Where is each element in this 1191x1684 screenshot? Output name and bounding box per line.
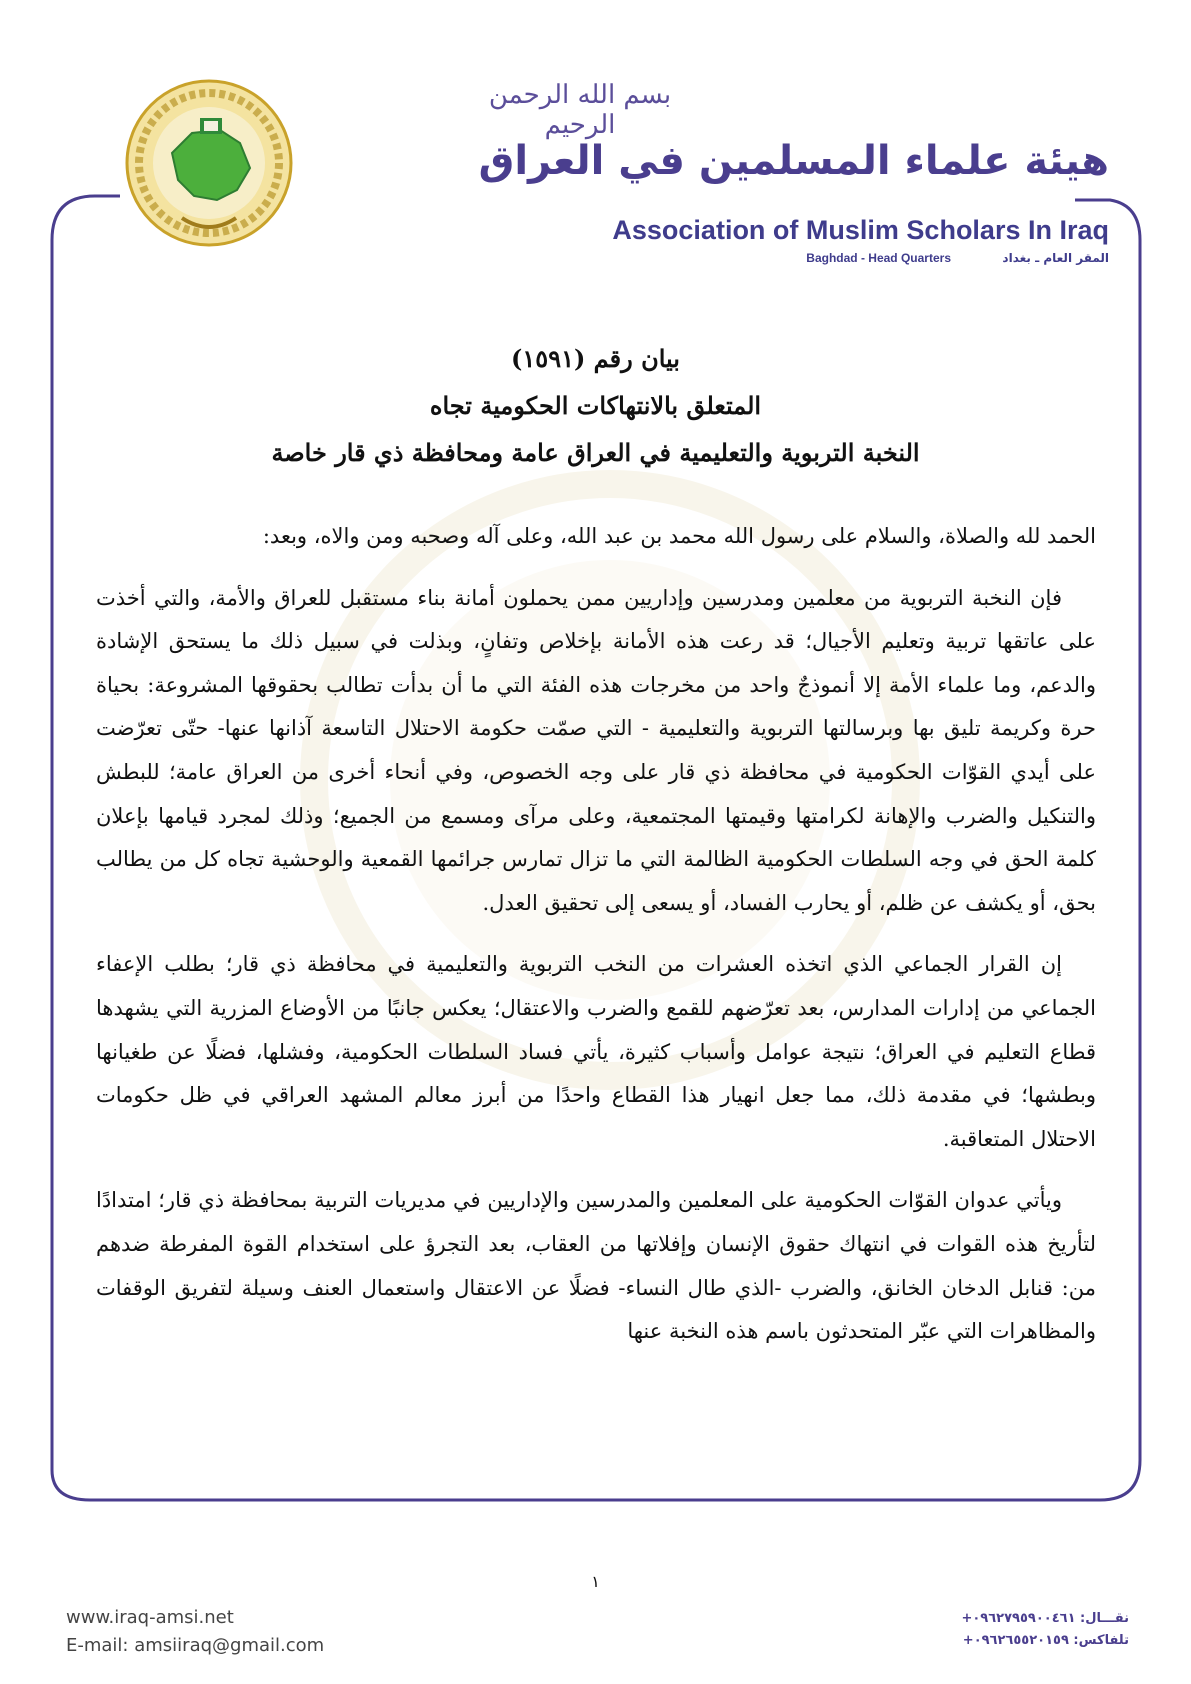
headquarters-arabic: المقر العام ـ بغداد — [1002, 251, 1109, 265]
body-paragraph: ويأتي عدوان القوّات الحكومية على المعلمين والمدرسين والإداريين في مديريات التربية بمحافظة ذي قار؛ امتدادًا لتأريخ هذه القوات في انتهاك حقوق الإنسان وإفلاتها من العقاب، بعد التجرؤ على استخدام القوة المفرطة ضدهم من: قنابل الدخان الخانق، والضرب -الذي طال النساء- فضلًا عن الاعتقال واستعمال العنف وسيلة لتفريق الوقفات والمظاهرات التي عبّر المتحدثون باسم هذه النخبة عنها — [96, 1188, 1096, 1344]
footer-contact-phones — [961, 1608, 1129, 1652]
footer-contact-web — [66, 1604, 324, 1660]
page-number: ١ — [591, 1572, 600, 1591]
mobile-number: نقـــال: ٠٩٦٢٧٩٥٩٠٠٤٦١+ — [961, 1611, 1129, 1626]
statement-body — [96, 515, 1096, 1372]
body-paragraph: فإن النخبة التربوية من معلمين ومدرسين وإداريين ممن يحملون أمانة بناء مستقبل للعراق والأمة، والتي أخذت على عاتقها تربية وتعليم الأجيال؛ قد رعت هذه الأمانة بإخلاص وتفانٍ، وبذلت في سبيل ذلك ما يستحق الإشادة والدعم، وما علماء الأمة إلا أنموذجٌ واحد من مخرجات هذه الفئة التي ما أن بدأت تطالب بحقوقها المشروعة: بحياة حرة وكريمة تليق بها وبرسالتها التربوية والتعليمية - التي صمّت حكومة الاحتلال التاسعة آذانها عنها- حتّى تعرّضت على أيدي القوّات الحكومية في محافظة ذي قار على وجه الخصوص، وفي أنحاء أخرى من العراق عامة؛ للبطش والتنكيل والضرب والإهانة لكرامتها وقيمتها المجتمعية، وعلى مرآى ومسمع من الجميع؛ وذلك لمجرد قيامها بإعلان كلمة الحق في وجه السلطات الحكومية الظالمة التي ما تزال تمارس جرائمها القمعية والوحشية تجاه كل من يطالب بحق، أو يكشف عن ظلم، أو يحارب الفساد، أو يسعى إلى تحقيق العدل. — [96, 585, 1096, 915]
body-paragraph: الحمد لله والصلاة، والسلام على رسول الله محمد بن عبد الله، وعلى آله وصحبه ومن والاه، وبعد: — [262, 524, 1096, 548]
body-paragraph: إن القرار الجماعي الذي اتخذه العشرات من النخب التربوية والتعليمية في محافظة ذي قار؛ بطلب الإعفاء الجماعي من إدارات المدارس، بعد تعرّضهم للقمع والضرب والاعتقال؛ يعكس جانبًا من الأوضاع المزرية التي يشهدها قطاع التعليم في العراق؛ نتيجة عوامل وأسباب كثيرة، يأتي فساد السلطات الحكومية، وفشلها، فضلًا عن طغيانها وبطشها؛ في مقدمة ذلك، مما جعل انهيار هذا القطاع واحدًا من أبرز معالم المشهد العراقي في ظل حكومات الاحتلال المتعاقبة. — [96, 952, 1096, 1151]
website-link[interactable]: www.iraq-amsi.net — [66, 1607, 234, 1628]
headquarters-english: Baghdad - Head Quarters — [806, 251, 951, 265]
statement-subject-line1: المتعلق بالانتهاكات الحكومية تجاه — [429, 391, 762, 420]
statement-titles — [0, 335, 1191, 476]
organization-logo — [112, 78, 307, 248]
statement-subject-line2: النخبة التربوية والتعليمية في العراق عامة ومحافظة ذي قار خاصة — [271, 438, 920, 467]
fax-number: تلفاكس: ٠٩٦٢٦٥٥٢٠١٥٩+ — [962, 1633, 1129, 1648]
email-link[interactable]: E-mail: amsiiraq@gmail.com — [66, 1635, 325, 1656]
basmala: بسم الله الرحمن الرحيم — [488, 80, 672, 140]
statement-number: بيان رقم (١٥٩١) — [511, 344, 680, 373]
organization-name-arabic: هيئة علماء المسلمين في العراق — [478, 138, 1109, 184]
organization-name-english: Association of Muslim Scholars In Iraq — [612, 215, 1109, 245]
